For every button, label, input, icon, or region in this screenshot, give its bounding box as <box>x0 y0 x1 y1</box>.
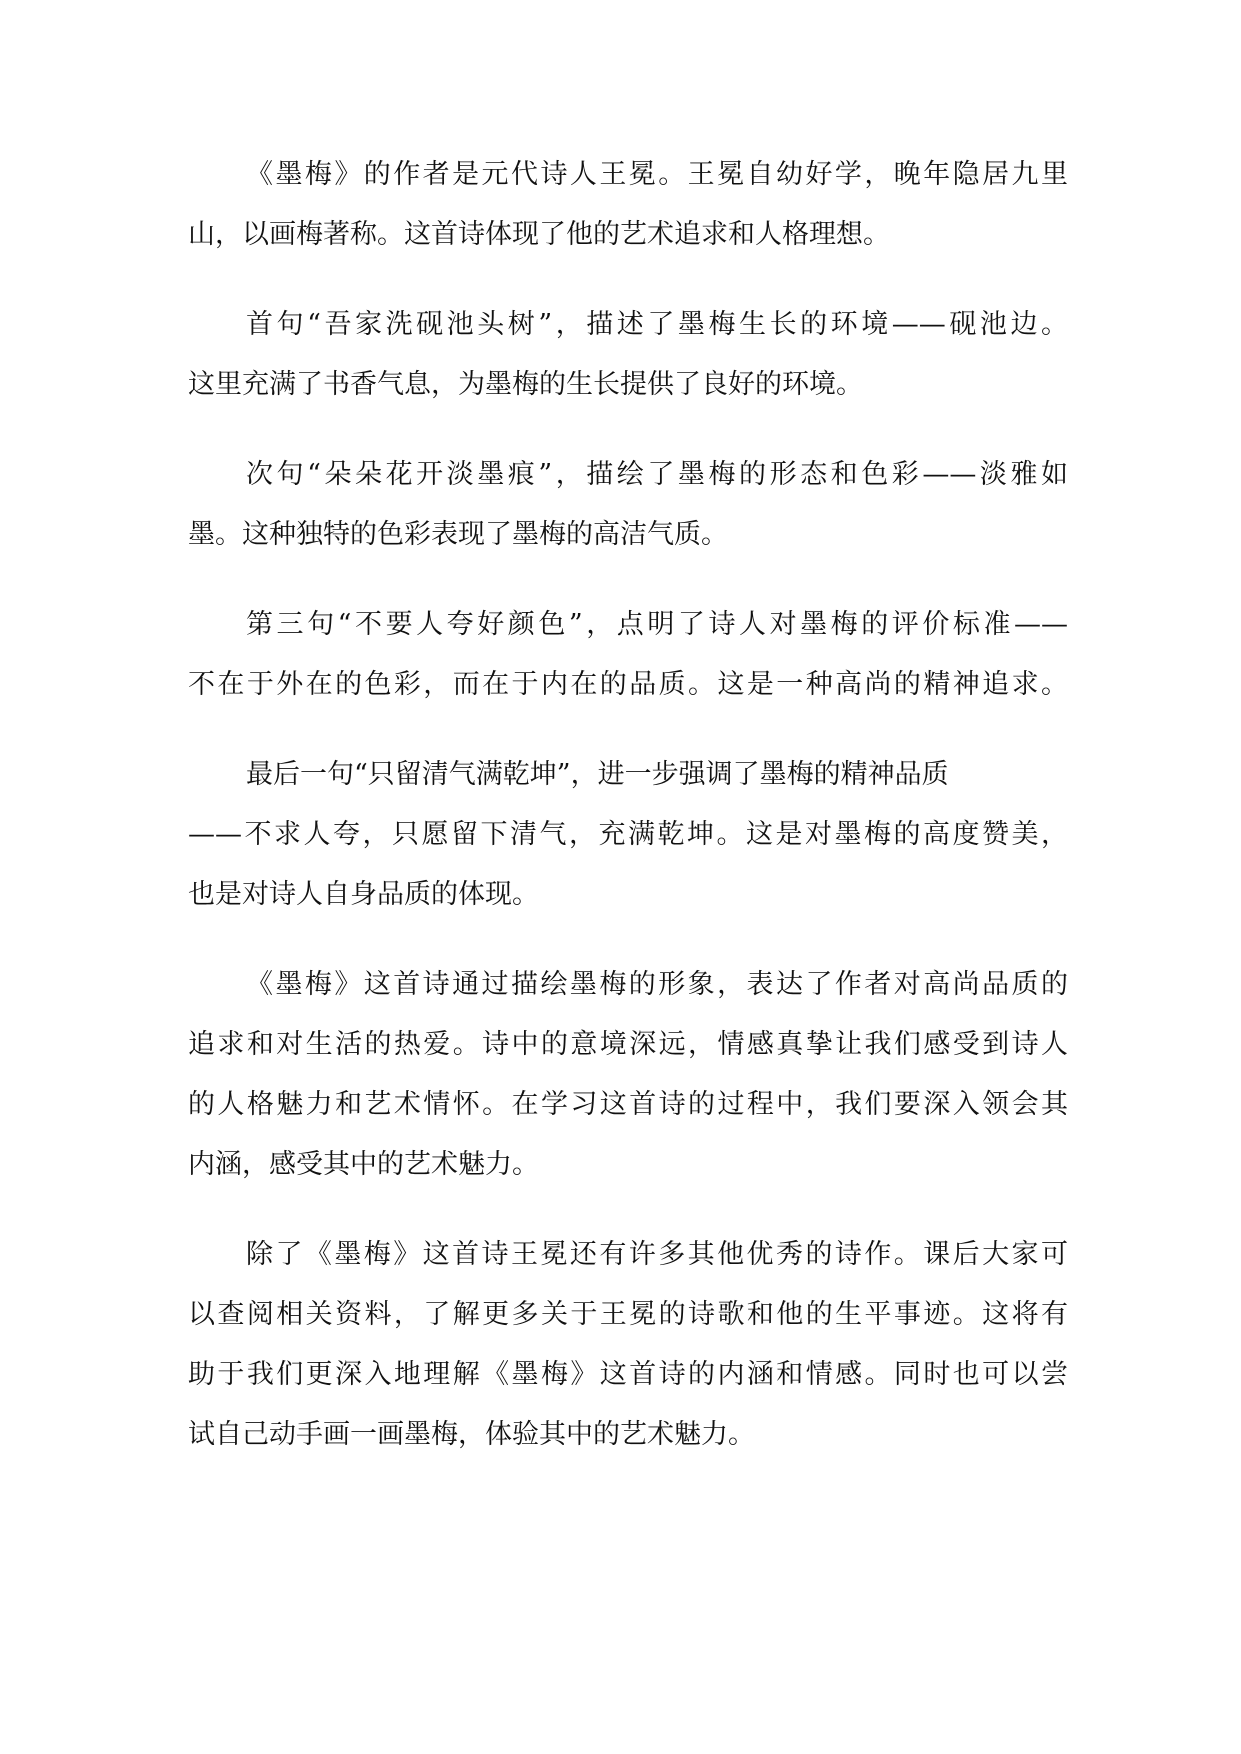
paragraph-2-line-1: 首句“吾家洗砚池头树”，描述了墨梅生长的环境——砚池边。 <box>246 309 1068 340</box>
paragraph-6-line-2: 追求和对生活的热爱。诗中的意境深远，情感真挚让我们感受到诗人 <box>188 1029 1068 1060</box>
paragraph-gap <box>188 715 1068 745</box>
paragraph-5-line-3: 也是对诗人自身品质的体现。 <box>188 879 539 910</box>
paragraph-gap <box>188 415 1068 445</box>
paragraph-7-line-3: 助于我们更深入地理解《墨梅》这首诗的内涵和情感。同时也可以尝 <box>188 1359 1068 1390</box>
paragraph-gap <box>188 925 1068 955</box>
paragraph-gap <box>188 565 1068 595</box>
paragraph-4-line-2: 不在于外在的色彩，而在于内在的品质。这是一种高尚的精神追求。 <box>188 669 1068 700</box>
paragraph-1-line-2: 山，以画梅著称。这首诗体现了他的艺术追求和人格理想。 <box>188 219 890 250</box>
paragraph-7-line-4: 试自己动手画一画墨梅，体验其中的艺术魅力。 <box>188 1419 755 1450</box>
paragraph-1-line-1: 《墨梅》的作者是元代诗人王冕。王冕自幼好学，晚年隐居九里 <box>246 159 1068 190</box>
paragraph-3-line-1: 次句“朵朵花开淡墨痕”，描绘了墨梅的形态和色彩——淡雅如 <box>246 459 1068 490</box>
paragraph-7-line-1: 除了《墨梅》这首诗王冕还有许多其他优秀的诗作。课后大家可 <box>246 1239 1068 1270</box>
paragraph-gap <box>188 265 1068 295</box>
paragraph-6-line-3: 的人格魅力和艺术情怀。在学习这首诗的过程中，我们要深入领会其 <box>188 1089 1068 1120</box>
paragraph-5-line-1: 最后一句“只留清气满乾坤”，进一步强调了墨梅的精神品质 <box>246 759 949 790</box>
paragraph-4-line-1: 第三句“不要人夸好颜色”，点明了诗人对墨梅的评价标准—— <box>246 609 1068 640</box>
paragraph-3-line-2: 墨。这种独特的色彩表现了墨梅的高洁气质。 <box>188 519 728 550</box>
paragraph-2-line-2: 这里充满了书香气息，为墨梅的生长提供了良好的环境。 <box>188 369 863 400</box>
paragraph-7-line-2: 以查阅相关资料，了解更多关于王冕的诗歌和他的生平事迹。这将有 <box>188 1299 1068 1330</box>
paragraph-gap <box>188 1195 1068 1225</box>
paragraph-5-line-2: ——不求人夸，只愿留下清气，充满乾坤。这是对墨梅的高度赞美， <box>188 819 1068 850</box>
paragraph-6-line-1: 《墨梅》这首诗通过描绘墨梅的形象，表达了作者对高尚品质的 <box>246 969 1068 1000</box>
paragraph-6-line-4: 内涵，感受其中的艺术魅力。 <box>188 1149 539 1180</box>
document-body <box>188 145 1068 1465</box>
